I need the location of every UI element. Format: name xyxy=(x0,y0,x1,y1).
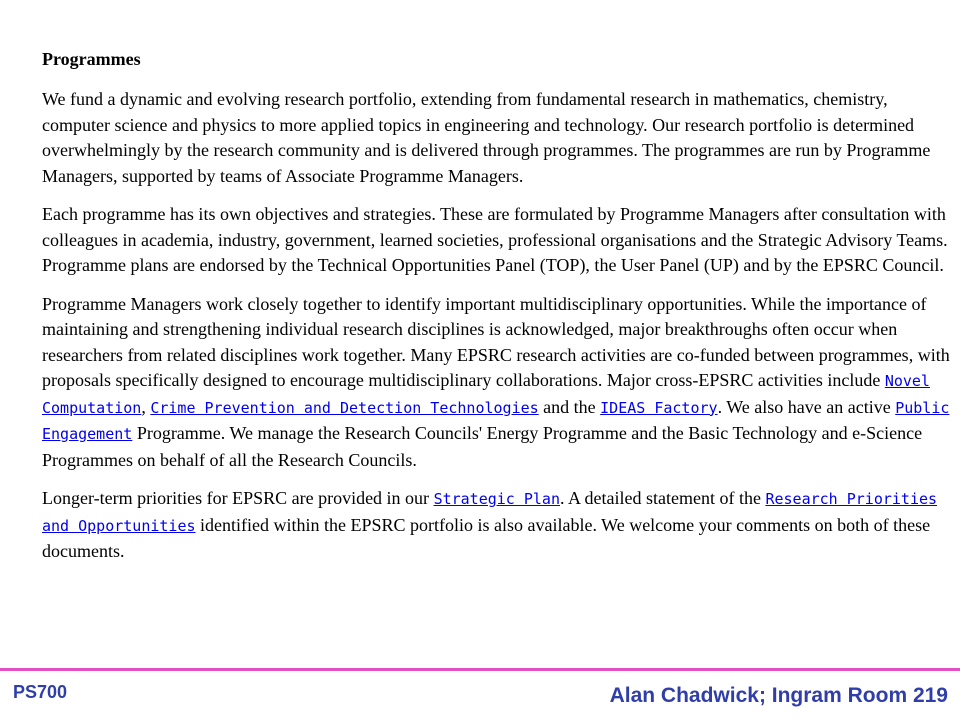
link-ideas-factory[interactable]: IDEAS Factory xyxy=(600,398,718,417)
text-segment: identified within the EPSRC portfolio is also available. We welcome your comments on both of these documents. xyxy=(42,514,931,561)
text-segment: and the xyxy=(538,396,601,417)
footer-course-code: PS700 xyxy=(13,682,68,702)
slide-content xyxy=(42,48,954,578)
link-crime-prevention[interactable]: Crime Prevention and Detection Technologies xyxy=(150,398,539,417)
text-segment: Programme. We manage the Research Councils' Energy Programme and the Basic Technology and e-Science Programmes on behalf of all the Research Councils. xyxy=(42,423,923,470)
link-novel-computation[interactable]: Novel Computation xyxy=(42,372,930,417)
paragraph-objectives: Each programme has its own objectives and strategies. These are formulated by Programme Managers after consultation with colleagues in academia, industry, government, learned societies, professional organisations and the Strategic Advisory Teams. Programme plans are endorsed by the Technical Opportunities Panel (TOP), the User Panel (UP) and by the EPSRC Council. xyxy=(42,204,948,275)
footer-presenter: Alan Chadwick; Ingram Room 219 xyxy=(609,684,948,707)
paragraph-priorities xyxy=(42,486,954,565)
text-segment: , xyxy=(141,396,151,417)
link-strategic-plan[interactable]: Strategic Plan xyxy=(433,490,560,508)
page-title: Programmes xyxy=(42,49,141,69)
text-segment: Longer-term priorities for EPSRC are provided in our xyxy=(42,488,434,508)
text-segment: . We also have an active xyxy=(717,396,896,417)
link-research-priorities[interactable]: Research Priorities and Opportunities xyxy=(42,490,938,535)
text-segment: Programme Managers work closely together to identify important multidisciplinary opportunities. While the importance of maintaining and strengthening individual research disciplines is acknowledged, major breakthroughs often occur when researchers from related disciplines work together. Many EPSRC research activities are co-funded between programmes, with proposals specifically designed to encourage multidisciplinary collaborations. Major cross-EPSRC activities include xyxy=(42,293,950,390)
footer-divider xyxy=(0,668,960,671)
text-segment: . A detailed statement of the xyxy=(560,488,766,508)
link-public-engagement[interactable]: Public Engagement xyxy=(42,398,950,443)
paragraph-multidisciplinary xyxy=(42,292,954,474)
paragraph-portfolio: We fund a dynamic and evolving research portfolio, extending from fundamental research in mathematics, chemistry, computer science and physics to more applied topics in engineering and technology. Our research portfolio is determined overwhelmingly by the research community and is delivered through programmes. The programmes are run by Programme Managers, supported by teams of Associate Programme Managers. xyxy=(42,89,931,186)
